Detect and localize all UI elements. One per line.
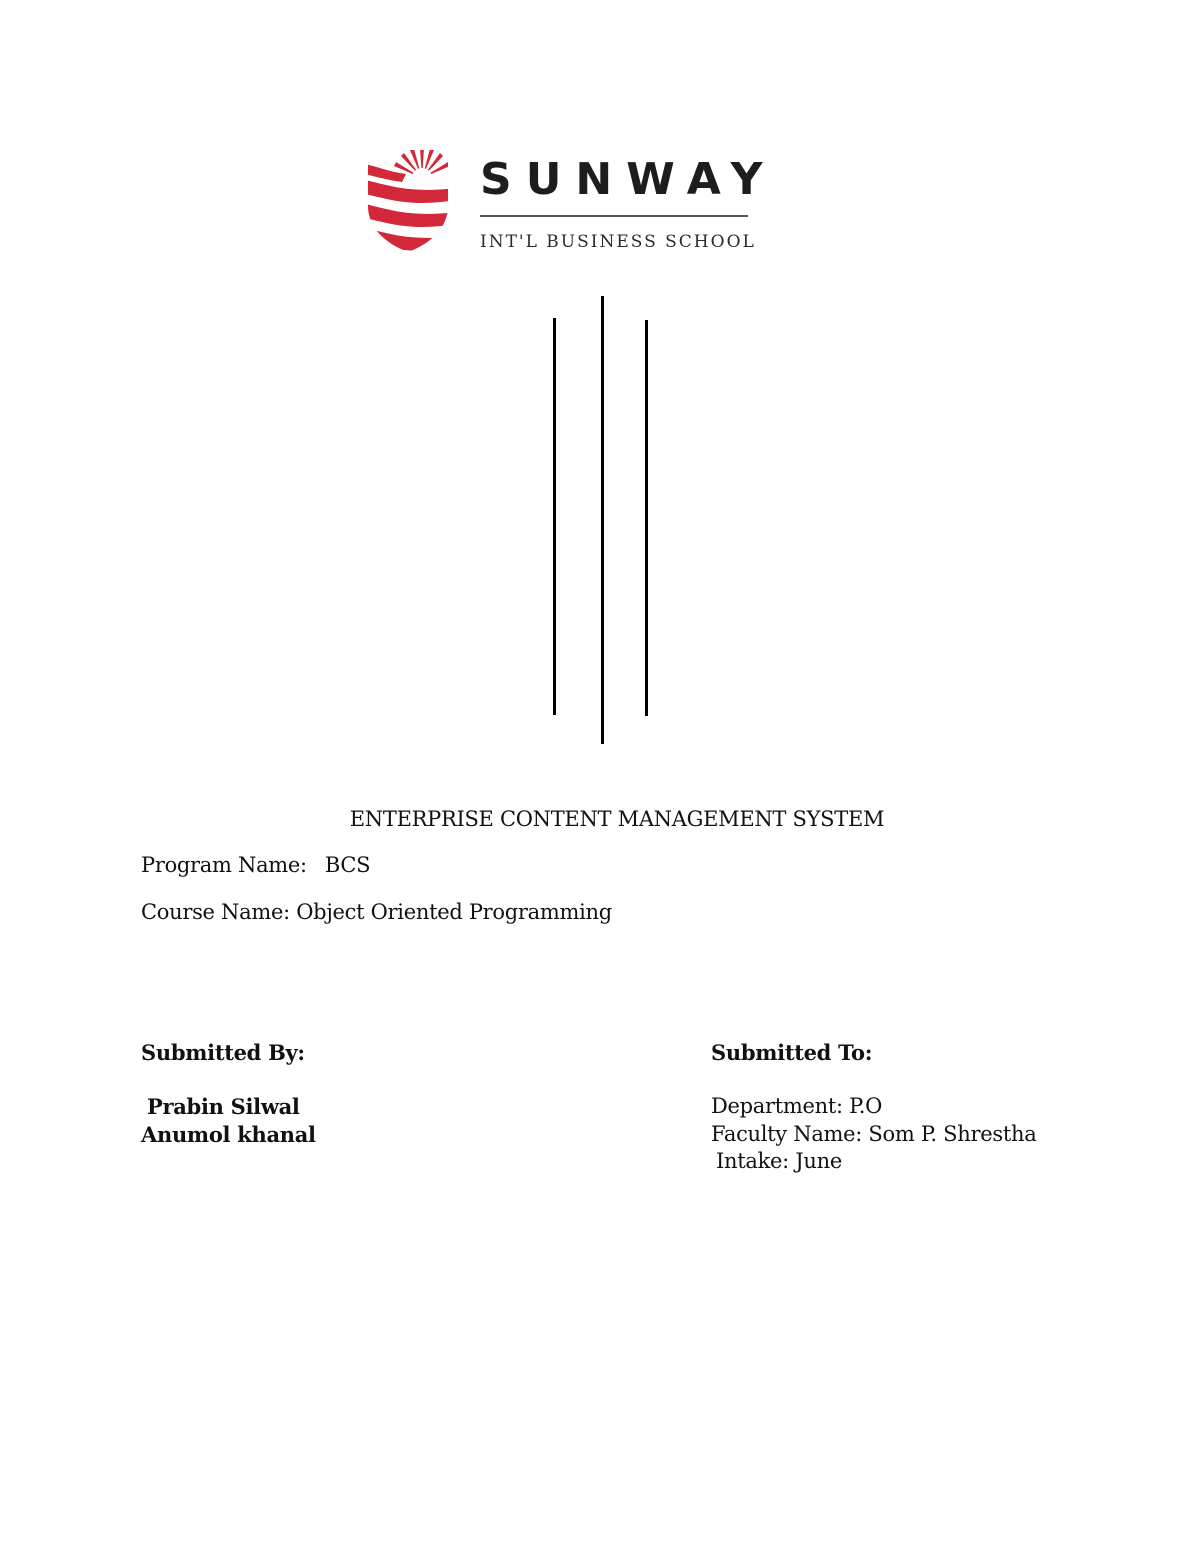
logo-subtitle: INT'L BUSINESS SCHOOL <box>480 232 756 252</box>
document-title: ENTERPRISE CONTENT MANAGEMENT SYSTEM <box>349 807 885 831</box>
logo-divider <box>480 215 748 217</box>
faculty-name-line: Faculty Name: Som P. Shrestha <box>711 1122 1037 1146</box>
author-name: Prabin Silwal <box>147 1094 300 1119</box>
sunway-logo <box>366 148 777 258</box>
submitted-by-heading: Submitted By: <box>141 1040 305 1065</box>
course-name-line <box>141 900 612 924</box>
decorative-line-right <box>645 320 648 716</box>
logo-wordmark: SUNWAY <box>480 154 777 205</box>
program-value: BCS <box>324 853 371 877</box>
intake-line: Intake: June <box>716 1149 842 1173</box>
program-label: Program Name: <box>141 853 307 877</box>
course-label: Course Name: <box>141 900 290 924</box>
decorative-line-center <box>601 296 604 744</box>
course-value: Object Oriented Programming <box>296 900 612 924</box>
department-line: Department: P.O <box>711 1094 883 1118</box>
sunway-shield-icon <box>366 148 450 254</box>
author-name: Anumol khanal <box>141 1122 316 1147</box>
decorative-line-left <box>553 318 556 715</box>
submitted-to-heading: Submitted To: <box>711 1040 873 1065</box>
program-name-line <box>141 853 370 877</box>
